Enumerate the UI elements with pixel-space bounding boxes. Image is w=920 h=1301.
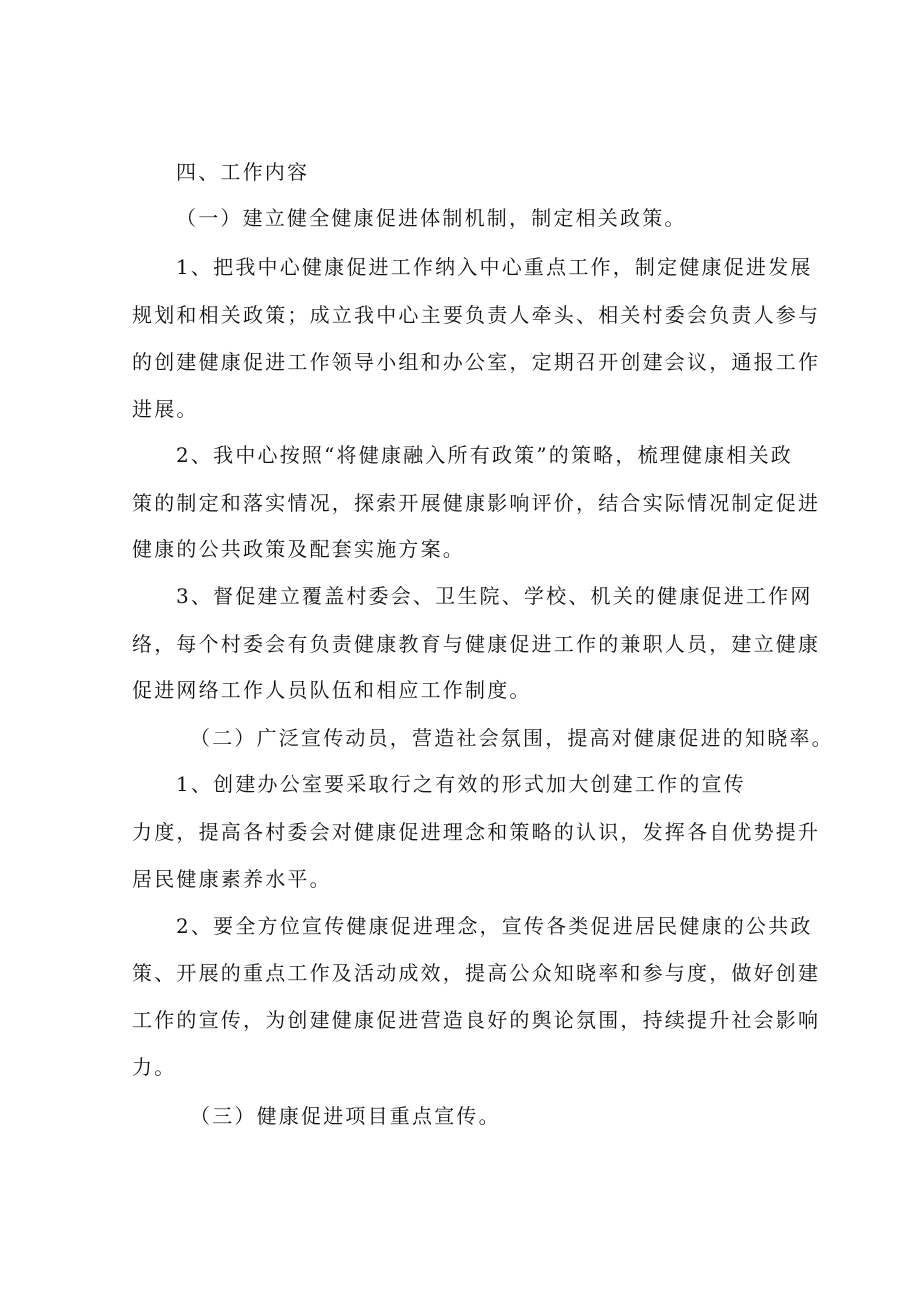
paragraph-line: 策的制定和落实情况，探索开展健康影响评价，结合实际情况制定促进 xyxy=(132,491,821,515)
subsection-heading: （二）广泛宣传动员，营造社会氛围，提高对健康促进的知晓率。 xyxy=(190,726,834,750)
paragraph-line: 居民健康素养水平。 xyxy=(132,867,332,891)
paragraph-line: 1、创建办公室要采取行之有效的形式加大创建工作的宣传 xyxy=(176,772,746,796)
paragraph-line: 1、把我中心健康促进工作纳入中心重点工作，制定健康促进发展 xyxy=(176,255,813,279)
paragraph-line: 规划和相关政策；成立我中心主要负责人牵头、相关村委会负责人参与 xyxy=(132,303,821,327)
paragraph-line: 力度，提高各村委会对健康促进理念和策略的认识，发挥各自优势提升 xyxy=(132,820,821,844)
subsection-heading: （一）建立健全健康促进体制机制，制定相关政策。 xyxy=(176,206,687,230)
paragraph-line: 络，每个村委会有负责健康教育与健康促进工作的兼职人员，建立健康 xyxy=(132,632,821,656)
paragraph-line: 健康的公共政策及配套实施方案。 xyxy=(132,537,465,561)
paragraph-line: 2、我中心按照“将健康融入所有政策”的策略，梳理健康相关政 xyxy=(176,443,793,467)
paragraph-line: 2、要全方位宣传健康促进理念，宣传各类促进居民健康的公共政 xyxy=(176,914,813,938)
paragraph-line: 工作的宣传，为创建健康促进营造良好的舆论氛围，持续提升社会影响 xyxy=(132,1008,821,1032)
paragraph-line: 进展。 xyxy=(132,397,199,421)
paragraph-line: 促进网络工作人员队伍和相应工作制度。 xyxy=(132,678,532,702)
paragraph-line: 的创建健康促进工作领导小组和办公室，定期召开创建会议，通报工作 xyxy=(132,350,821,374)
section-heading: 四、工作内容 xyxy=(176,160,310,184)
paragraph-line: 策、开展的重点工作及活动成效，提高公众知晓率和参与度，做好创建 xyxy=(132,961,821,985)
paragraph-line: 3、督促建立覆盖村委会、卫生院、学校、机关的健康促进工作网 xyxy=(176,584,813,608)
subsection-heading: （三）健康促进项目重点宣传。 xyxy=(190,1104,501,1128)
paragraph-line: 力。 xyxy=(132,1055,177,1079)
